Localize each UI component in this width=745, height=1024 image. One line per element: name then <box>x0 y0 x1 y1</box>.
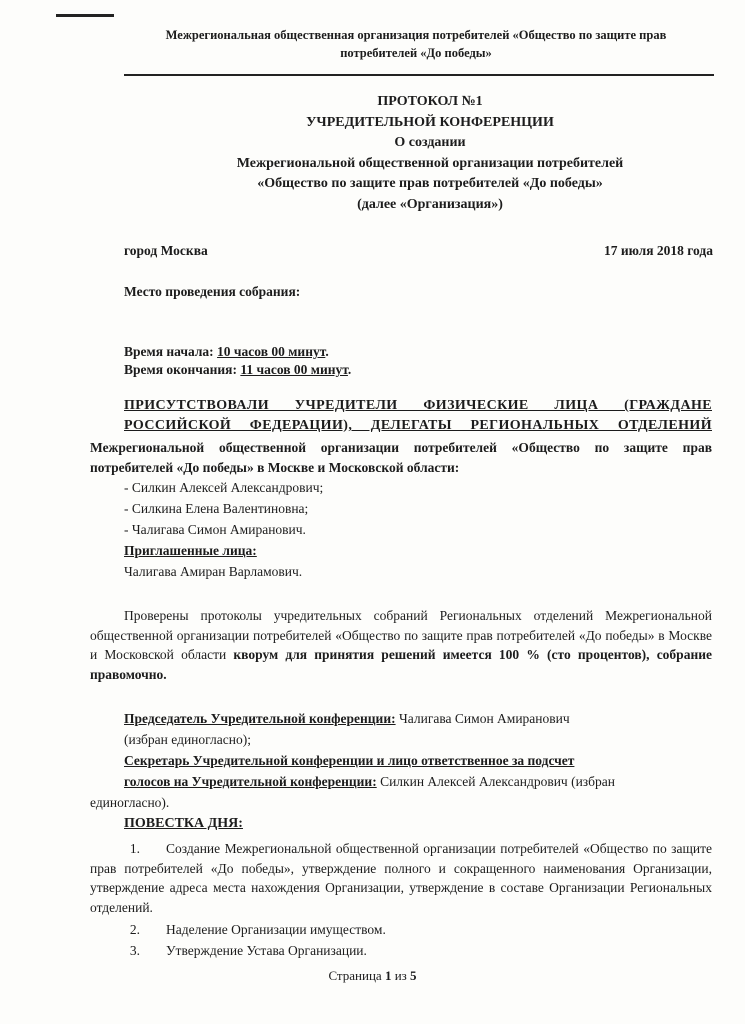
quorum-result: кворум для принятия решений имеется 100 % (сто процентов), собрание правомочно. <box>90 647 712 682</box>
page-total: 5 <box>410 968 417 983</box>
corner-scan-mark <box>56 14 114 17</box>
meeting-venue-label: Место проведения собрания: <box>124 284 301 299</box>
agenda-item-number: 2. <box>129 922 140 937</box>
attendees-organization: Межрегиональной общественной организации потребителей «Общество по защите прав потребителей «До победы» в Москве и Московской области: <box>90 440 712 475</box>
title-conference: УЧРЕДИТЕЛЬНОЙ КОНФЕРЕНЦИИ <box>306 114 554 130</box>
secretary <box>124 774 615 790</box>
document-header <box>118 26 714 62</box>
secretary-note: единогласно). <box>90 795 170 810</box>
attendee-item: - Чалигава Симон Амиранович. <box>124 522 306 537</box>
agenda-item <box>90 941 712 961</box>
agenda-item-number: 3. <box>129 943 140 958</box>
secretary-label-line-1: Секретарь Учредительной конференции и лицо ответственное за подсчет <box>124 753 575 768</box>
chairman <box>124 711 570 727</box>
title-org-line-1: Межрегиональной общественной организации потребителей <box>236 155 624 171</box>
start-time: Время начала: 10 часов 00 минут. <box>124 344 329 359</box>
start-time-value: 10 часов 00 минут <box>217 344 326 359</box>
attendees-heading <box>124 396 712 436</box>
invited-label: Приглашенные лица: <box>124 543 257 558</box>
attendees-heading-line-1: ПРИСУТСТВОВАЛИ УЧРЕДИТЕЛИ ФИЗИЧЕСКИЕ ЛИЦА (ГРАЖДАНЕ <box>124 398 712 413</box>
agenda-item <box>90 839 712 917</box>
end-time-label: Время окончания: <box>124 362 237 377</box>
secretary-label-line-2: голосов на Учредительной конференции: <box>124 774 377 789</box>
attendee-item: - Силкин Алексей Александрович; <box>124 480 324 495</box>
agenda-heading: ПОВЕСТКА ДНЯ: <box>124 816 243 831</box>
page-footer <box>0 968 745 984</box>
header-line-2: потребителей «До победы» <box>340 46 492 60</box>
end-time-value: 11 часов 00 минут <box>240 362 348 377</box>
header-line-1: Межрегиональная общественная организация потребителей «Общество по защите прав <box>165 28 667 42</box>
page-current: 1 <box>384 968 392 983</box>
page-label: Страница <box>328 968 385 983</box>
meeting-date: 17 июля 2018 года <box>604 243 713 258</box>
secretary-name: Силкин Алексей Александрович (избран <box>376 774 615 789</box>
meeting-city: город Москва <box>124 243 208 258</box>
page-of: из <box>391 968 411 983</box>
attendees-heading-line-2: РОССИЙСКОЙ ФЕДЕРАЦИИ), ДЕЛЕГАТЫ РЕГИОНАЛЬНЫХ ОТДЕЛЕНИЙ <box>124 418 712 433</box>
end-time: Время окончания: 11 часов 00 минут. <box>124 362 352 377</box>
agenda-item-number: 1. <box>129 841 140 856</box>
title-org-line-2: «Общество по защите прав потребителей «До победы» <box>257 176 603 191</box>
invited-name: Чалигава Амиран Варламович. <box>124 564 303 579</box>
title-protocol-number: ПРОТОКОЛ №1 <box>377 94 483 109</box>
header-divider <box>124 74 714 76</box>
quorum-paragraph <box>90 606 712 684</box>
title-hereinafter: (далее «Организация») <box>357 196 503 212</box>
start-time-label: Время начала: <box>124 344 214 359</box>
document-title <box>150 92 710 215</box>
chairman-note: (избран единогласно); <box>124 732 251 747</box>
title-about: О создании <box>394 135 466 150</box>
chairman-name: Чалигава Симон Амиранович <box>395 711 570 726</box>
quorum-text: Проверены протоколы учредительных собраний Региональных отделений Межрегиональной общественной организации потребителей «Общество по защите прав потребителей «До победы» в Москве и Московской области <box>90 608 712 662</box>
chairman-label: Председатель Учредительной конференции: <box>124 711 396 726</box>
agenda-item-text: Утверждение Устава Организации. <box>166 943 367 958</box>
agenda-item <box>90 920 712 940</box>
agenda-item-text: Создание Межрегиональной общественной организации потребителей «Общество по защите прав потребителей «До победы», утверждение полного и сокращенного наименования Организации, утверждение адреса места нахождения Организации, утверждение в составе Организации Региональных отделений. <box>90 841 712 915</box>
attendee-item: - Силкина Елена Валентиновна; <box>124 501 309 516</box>
agenda-item-text: Наделение Организации имуществом. <box>166 922 386 937</box>
